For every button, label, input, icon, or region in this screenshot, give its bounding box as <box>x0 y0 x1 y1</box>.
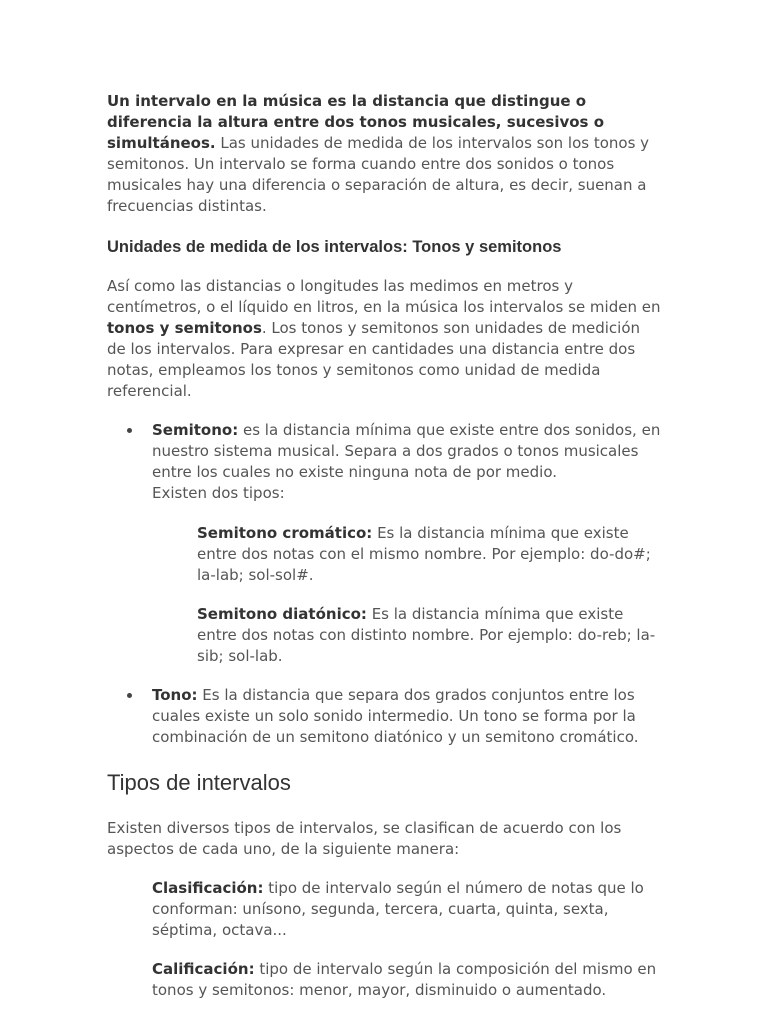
units-text-before: Así como las distancias o longitudes las medimos en metros y centímetros, o el líquido en litros, en la música los intervalos se miden en <box>107 277 661 316</box>
cromatico-text: Es la distancia mínima que existe entre dos notas con el mismo nombre. Por ejemplo: do-do#; la-lab; sol-sol#. <box>197 524 651 584</box>
cromatico-term: Semitono cromático: <box>197 524 373 542</box>
types-heading: Tipos de intervalos <box>107 770 291 795</box>
intro-text: Las unidades de medida de los intervalos son los tonos y semitonos. Un intervalo se forma cuando entre dos sonidos o tonos musicales hay una diferencia o separación de altura, es decir, suenan a frecuencias distintas. <box>107 134 650 215</box>
diatonico-text: Es la distancia mínima que existe entre dos notas con distinto nombre. Por ejemplo: do-reb; la-sib; sol-lab. <box>197 605 656 665</box>
tono-text: Es la distancia que separa dos grados conjuntos entre los cuales existe un solo sonido intermedio. Un tono se forma por la combinación de un semitono diatónico y un semitono cromático. <box>152 686 639 746</box>
list-item-semitono <box>107 420 663 667</box>
units-heading: Unidades de medida de los intervalos: Tonos y semitonos <box>107 238 562 256</box>
clasificacion-term: Clasificación: <box>152 879 264 897</box>
bullet-icon <box>127 428 132 433</box>
list-item-tono <box>107 685 663 748</box>
types-paragraph: Existen diversos tipos de intervalos, se clasifican de acuerdo con los aspectos de cada uno, de la siguiente manera: <box>107 819 622 858</box>
units-paragraph <box>107 276 663 402</box>
bullet-icon <box>127 693 132 698</box>
tono-term: Tono: <box>152 686 198 704</box>
semitono-definition <box>152 420 663 483</box>
article-content <box>107 91 663 1001</box>
semitono-cromatico <box>152 523 663 586</box>
tono-definition <box>152 685 663 748</box>
semitono-text: es la distancia mínima que existe entre dos sonidos, en nuestro sistema musical. Separa a dos grados o tonos musicales entre los cuales no existe ninguna nota de por medio. <box>152 421 661 481</box>
units-bold-text: tonos y semitonos <box>107 319 262 337</box>
clasificacion-definition <box>107 878 663 941</box>
calificacion-term: Calificación: <box>152 960 255 978</box>
units-text-after: . Los tonos y semitonos son unidades de medición de los intervalos. Para expresar en cantidades una distancia entre dos notas, empleamos los tonos y semitonos como unidad de medida referencial. <box>107 319 641 400</box>
semitono-term: Semitono: <box>152 421 239 439</box>
intro-bold-text: Un intervalo en la música es la distancia que distingue o diferencia la altura entre dos tonos musicales, sucesivos o simultáneos. <box>107 92 604 152</box>
calificacion-text: tipo de intervalo según la composición del mismo en tonos y semitonos: menor, mayor, disminuido o aumentado. <box>152 960 657 999</box>
semitono-diatonico <box>152 604 663 667</box>
intro-paragraph <box>107 91 663 217</box>
diatonico-term: Semitono diatónico: <box>197 605 367 623</box>
clasificacion-text: tipo de intervalo según el número de notas que lo conforman: unísono, segunda, tercera, cuarta, quinta, sexta, séptima, octava... <box>152 879 644 939</box>
units-list <box>107 420 663 748</box>
calificacion-definition <box>107 959 663 1001</box>
semitono-types-intro: Existen dos tipos: <box>152 484 285 502</box>
